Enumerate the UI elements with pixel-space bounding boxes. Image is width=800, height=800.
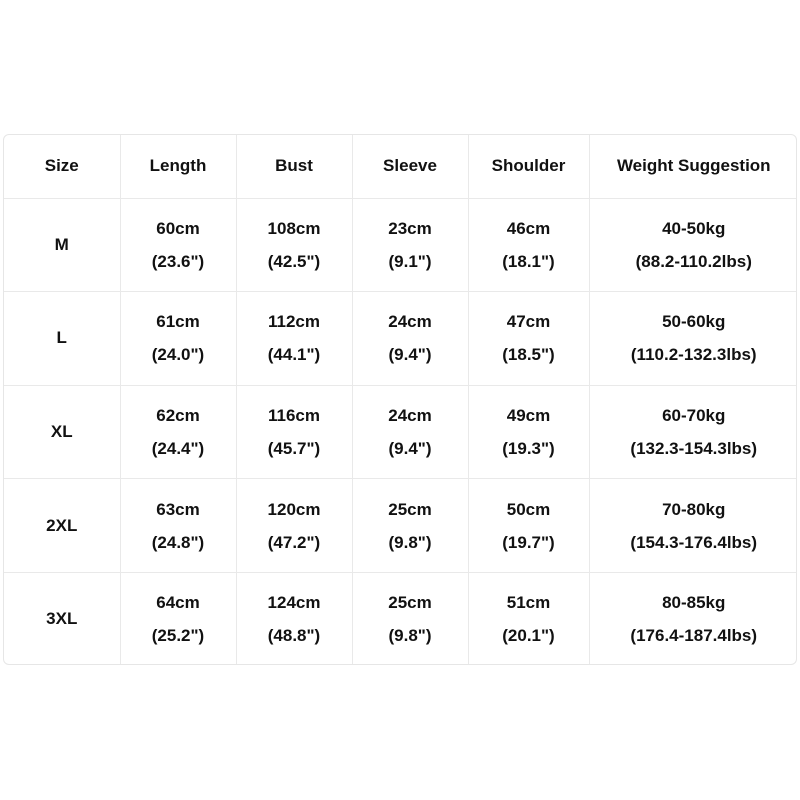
shoulder-cm: 50cm — [506, 499, 551, 519]
header-bust: Bust — [236, 135, 352, 198]
shoulder-cm: 49cm — [506, 405, 551, 425]
sleeve-cell — [352, 198, 468, 292]
table-row — [4, 198, 797, 292]
table-row — [4, 479, 797, 573]
sleeve-cell — [352, 572, 468, 665]
table-row — [4, 385, 797, 479]
bust-inch: (44.1") — [267, 345, 321, 365]
sleeve-cell — [352, 385, 468, 479]
table-row — [4, 572, 797, 665]
length-cm: 62cm — [156, 405, 200, 425]
bust-cm: 124cm — [267, 593, 321, 613]
bust-inch: (47.2") — [267, 532, 321, 552]
length-inch: (24.8") — [151, 532, 205, 552]
shoulder-cell — [468, 385, 589, 479]
sleeve-cm: 23cm — [388, 218, 432, 238]
sleeve-inch: (9.8") — [388, 626, 432, 646]
bust-cm: 116cm — [268, 405, 320, 425]
weight-lbs: (154.3-176.4lbs) — [630, 532, 758, 552]
length-cell — [120, 385, 236, 479]
length-cell — [120, 479, 236, 573]
bust-cell — [236, 385, 352, 479]
shoulder-cm: 46cm — [506, 218, 551, 238]
shoulder-cm: 51cm — [506, 593, 551, 613]
bust-cm: 120cm — [267, 499, 321, 519]
shoulder-cell — [468, 479, 589, 573]
sleeve-cm: 25cm — [388, 593, 432, 613]
length-cm: 63cm — [156, 499, 200, 519]
length-inch: (23.6") — [151, 251, 205, 271]
bust-cell — [236, 572, 352, 665]
length-inch: (25.2") — [151, 626, 205, 646]
length-inch: (24.0") — [151, 345, 205, 365]
size-chart — [3, 134, 797, 665]
sleeve-inch: (9.4") — [388, 438, 432, 458]
shoulder-cell — [468, 292, 589, 386]
sleeve-inch: (9.1") — [388, 251, 432, 271]
weight-lbs: (132.3-154.3lbs) — [630, 438, 758, 458]
sleeve-cell — [352, 479, 468, 573]
weight-cell — [589, 292, 797, 386]
length-inch: (24.4") — [151, 438, 205, 458]
shoulder-cell — [468, 198, 589, 292]
shoulder-inch: (19.3") — [502, 438, 555, 458]
bust-inch: (48.8") — [267, 626, 321, 646]
header-size: Size — [4, 135, 120, 198]
shoulder-cm: 47cm — [506, 312, 551, 332]
shoulder-inch: (18.1") — [502, 251, 555, 271]
size-table — [4, 135, 797, 665]
weight-lbs: (88.2-110.2lbs) — [635, 251, 752, 271]
weight-lbs: (110.2-132.3lbs) — [630, 345, 757, 365]
bust-cm: 112cm — [268, 312, 320, 332]
weight-kg: 80-85kg — [662, 593, 726, 613]
length-cell — [120, 198, 236, 292]
size-cell: L — [4, 292, 120, 386]
sleeve-cm: 24cm — [388, 405, 432, 425]
bust-inch: (42.5") — [267, 251, 321, 271]
shoulder-inch: (19.7") — [502, 532, 555, 552]
size-cell: 3XL — [4, 572, 120, 665]
weight-cell — [589, 385, 797, 479]
length-cm: 60cm — [156, 218, 200, 238]
sleeve-cm: 25cm — [388, 499, 432, 519]
weight-lbs: (176.4-187.4lbs) — [630, 626, 758, 646]
shoulder-cell — [468, 572, 589, 665]
weight-cell — [589, 479, 797, 573]
sleeve-cell — [352, 292, 468, 386]
size-cell: 2XL — [4, 479, 120, 573]
header-shoulder: Shoulder — [468, 135, 589, 198]
table-row — [4, 292, 797, 386]
shoulder-inch: (20.1") — [502, 626, 555, 646]
bust-cm: 108cm — [267, 218, 321, 238]
shoulder-inch: (18.5") — [502, 345, 555, 365]
sleeve-inch: (9.4") — [388, 345, 432, 365]
size-cell: XL — [4, 385, 120, 479]
weight-kg: 60-70kg — [662, 405, 726, 425]
size-cell: M — [4, 198, 120, 292]
weight-kg: 70-80kg — [662, 499, 726, 519]
length-cell — [120, 572, 236, 665]
weight-kg: 40-50kg — [662, 218, 726, 238]
header-sleeve: Sleeve — [352, 135, 468, 198]
length-cell — [120, 292, 236, 386]
sleeve-inch: (9.8") — [388, 532, 432, 552]
bust-cell — [236, 198, 352, 292]
bust-cell — [236, 292, 352, 386]
header-length: Length — [120, 135, 236, 198]
length-cm: 61cm — [156, 312, 200, 332]
length-cm: 64cm — [156, 593, 200, 613]
header-row — [4, 135, 797, 198]
sleeve-cm: 24cm — [388, 312, 432, 332]
bust-inch: (45.7") — [267, 438, 321, 458]
weight-cell — [589, 198, 797, 292]
weight-kg: 50-60kg — [662, 312, 726, 332]
weight-cell — [589, 572, 797, 665]
bust-cell — [236, 479, 352, 573]
header-weight-suggestion: Weight Suggestion — [589, 135, 797, 198]
